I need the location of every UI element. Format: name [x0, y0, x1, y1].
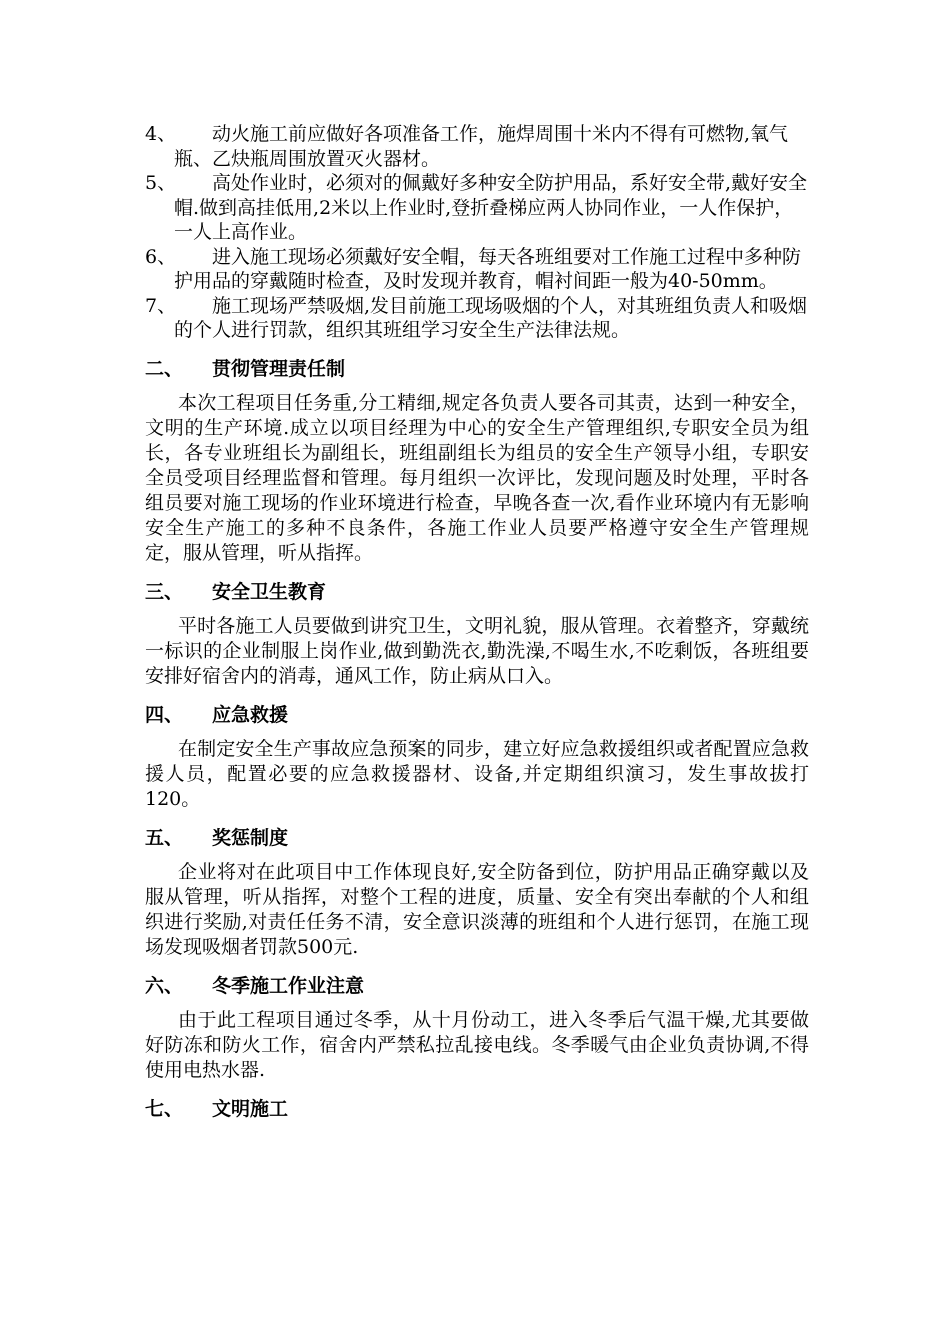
section-body-2: 本次工程项目任务重,分工精细,规定各负责人要各司其责，达到一种安全，文明的生产环境.成立以项目经理为中心的安全生产管理组织,专职安全员为组长，各专业班组长为副组长，班组副组长为组员的安全生产领导小组，专职安全员受项目经理监督和管理。每月组织一次评比，发现问题及时处理，平时各组员要对施工现场的作业环境进行检查，早晚各查一次,看作业环境内有无影响安全生产施工的多种不良条件，各施工作业人员要严格遵守安全生产管理规定，服从管理，听从指挥。 — [145, 391, 809, 564]
section-body-4: 在制定安全生产事故应急预案的同步，建立好应急救援组织或者配置应急救援人员，配置必要的应急救援器材、设备,并定期组织演习，发生事故拔打120。 — [145, 737, 809, 810]
item-text: 动火施工前应做好各项准备工作，施焊周围十米内不得有可燃物,氧气瓶、乙炔瓶周围放置灭火器材。 — [174, 123, 789, 170]
section-title: 应急救援 — [212, 703, 289, 726]
section-number: 三、 — [145, 580, 184, 603]
item-number: 6、 — [145, 245, 177, 268]
section-title: 冬季施工作业注意 — [212, 974, 365, 997]
section-title: 文明施工 — [212, 1097, 289, 1120]
section-title: 贯彻管理责任制 — [212, 357, 346, 380]
item-number: 5、 — [145, 172, 177, 194]
list-item-5 — [145, 171, 809, 245]
section-title: 奖惩制度 — [212, 826, 289, 849]
item-text: 进入施工现场必须戴好安全帽，每天各班组要对工作施工过程中多种防护用品的穿戴随时检查，及时发现并教育，帽衬间距一般为40-50mm。 — [174, 245, 802, 292]
list-item-7 — [145, 294, 809, 343]
section-number: 六、 — [145, 974, 184, 997]
section-number: 七、 — [145, 1097, 184, 1120]
section-heading-2 — [145, 357, 809, 381]
section-body-3: 平时各施工人员要做到讲究卫生，文明礼貌，服从管理。衣着整齐，穿戴统一标识的企业制服上岗作业,做到勤洗衣,勤洗澡,不喝生水,不吃剩饭，各班组要安排好宿舍内的消毒，通风工作，防止病从口入。 — [145, 614, 809, 687]
section-body-5: 企业将对在此项目中工作体现良好,安全防备到位，防护用品正确穿戴以及服从管理，听从指挥，对整个工程的进度，质量、安全有突出奉献的个人和组织进行奖励,对责任任务不清，安全意识淡薄的班组和个人进行惩罚，在施工现场发现吸烟者罚款500元. — [145, 860, 809, 958]
section-number: 二、 — [145, 357, 184, 380]
section-heading-6 — [145, 974, 809, 998]
section-heading-3 — [145, 580, 809, 604]
section-heading-7 — [145, 1097, 809, 1121]
section-number: 四、 — [145, 703, 184, 726]
item-text: 施工现场严禁吸烟,发目前施工现场吸烟的个人，对其班组负责人和吸烟的个人进行罚款，组织其班组学习安全生产法律法规。 — [174, 294, 808, 341]
item-text: 高处作业时，必须对的佩戴好多种安全防护用品，系好安全带,戴好安全帽.做到高挂低用,2米以上作业时,登折叠梯应两人协同作业，一人作保护，一人上高作业。 — [174, 172, 808, 243]
document-page — [145, 122, 809, 1131]
section-body-6: 由于此工程项目通过冬季，从十月份动工，进入冬季后气温干燥,尤其要做好防冻和防火工作，宿舍内严禁私拉乱接电线。冬季暖气由企业负责协调,不得使用电热水器. — [145, 1008, 809, 1081]
list-item-4 — [145, 122, 809, 171]
section-number: 五、 — [145, 826, 184, 849]
section-title: 安全卫生教育 — [212, 580, 327, 603]
section-heading-5 — [145, 826, 809, 850]
section-heading-4 — [145, 703, 809, 727]
item-number: 4、 — [145, 123, 177, 145]
item-number: 7、 — [145, 294, 177, 317]
list-item-6 — [145, 245, 809, 294]
